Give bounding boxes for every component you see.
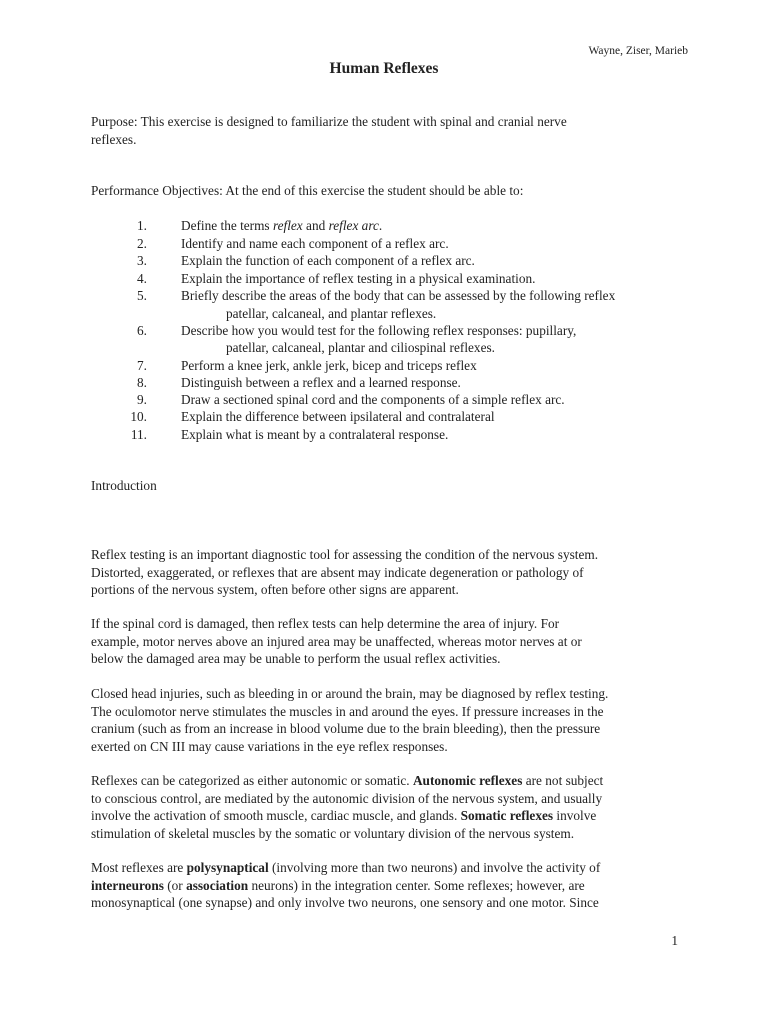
paragraph-line: involve the activation of smooth muscle, cardiac muscle, and glands. Somatic reflexes involve (91, 808, 597, 823)
list-item-text: Briefly describe the areas of the body that can be assessed by the following reflex (181, 288, 616, 303)
paragraph-line: to conscious control, are mediated by the autonomic division of the nervous system, and usually (91, 790, 603, 806)
paragraph-line: exerted on CN III may cause variations in the eye reflex responses. (91, 738, 448, 754)
bold-term: Somatic reflexes (460, 808, 554, 823)
paragraph-line: Closed head injuries, such as bleeding in or around the brain, may be diagnosed by reflex testing. (91, 686, 609, 701)
paragraph (91, 772, 681, 842)
list-item-text: Identify and name each component of a reflex arc. (181, 235, 449, 251)
paragraph (91, 685, 681, 755)
list-item-number: 3. (137, 253, 147, 268)
list-item-number: 4. (137, 270, 147, 286)
author-line: Wayne, Ziser, Marieb (588, 45, 688, 57)
list-item-text: Perform a knee jerk, ankle jerk, bicep and triceps reflex (181, 358, 477, 373)
list-item-text: Define the terms reflex and reflex arc. (181, 218, 383, 233)
list-item (91, 217, 691, 235)
bold-term: polysynaptical (186, 860, 269, 875)
objectives-intro: Performance Objectives: At the end of this exercise the student should be able to: (91, 183, 524, 198)
list-item-text: Explain the importance of reflex testing in a physical examination. (181, 270, 536, 286)
paragraph-line: Reflex testing is an important diagnostic tool for assessing the condition of the nervous system. (91, 547, 599, 562)
list-item-number: 6. (137, 323, 147, 338)
paragraph (91, 859, 681, 912)
list-item-number: 1. (137, 218, 147, 233)
list-item-text: patellar, calcaneal, plantar and ciliospinal reflexes. (226, 340, 495, 355)
list-item-continuation (91, 305, 691, 323)
list-item (91, 270, 691, 288)
bold-term: interneurons (91, 877, 164, 893)
paragraph-line: cranium (such as from an increase in blood volume due to the brain bleeding), then the pressure (91, 721, 601, 736)
page-number: 1 (671, 933, 678, 948)
paragraph-line: monosynaptical (one synapse) and only involve two neurons, one sensory and one motor. Since (91, 895, 599, 910)
objectives-list (91, 217, 691, 447)
paragraph-line: example, motor nerves above an injured area may be unaffected, whereas motor nerves at or (91, 633, 582, 649)
paragraph-line: If the spinal cord is damaged, then reflex tests can help determine the area of injury. For (91, 616, 560, 631)
purpose-line: Purpose: This exercise is designed to familiarize the student with spinal and cranial nerve (91, 114, 567, 129)
paragraph-line: below the damaged area may be unable to perform the usual reflex activities. (91, 651, 501, 666)
list-item-number: 5. (137, 288, 147, 303)
paragraph (91, 546, 681, 599)
paragraph-line: portions of the nervous system, often before other signs are apparent. (91, 582, 459, 597)
list-item (91, 252, 691, 270)
list-item (91, 287, 691, 305)
list-item-number: 9. (137, 392, 147, 407)
list-item-number: 8. (137, 375, 147, 390)
paragraph (91, 615, 681, 668)
bold-term: Autonomic reflexes (412, 773, 523, 788)
list-item-number: 7. (137, 358, 147, 373)
list-item-text: patellar, calcaneal, and plantar reflexes. (226, 305, 437, 321)
list-item-text: Explain what is meant by a contralateral response. (181, 427, 449, 442)
list-item-number: 2. (137, 235, 147, 251)
paragraph-line: Reflexes can be categorized as either autonomic or somatic. Autonomic reflexes are not subject (91, 773, 604, 788)
list-item-text: Explain the difference between ipsilateral and contralateral (181, 409, 495, 424)
list-item (91, 408, 691, 426)
list-item-text: Describe how you would test for the following reflex responses: pupillary, (181, 323, 577, 338)
purpose-paragraph (91, 113, 681, 148)
paragraph-line: stimulation of skeletal muscles by the somatic or voluntary division of the nervous system. (91, 825, 575, 841)
section-heading-introduction: Introduction (91, 478, 157, 493)
document-title: Human Reflexes (329, 60, 439, 77)
list-item-number: 10. (130, 409, 147, 424)
list-item (91, 235, 691, 253)
bold-term: association (186, 877, 249, 893)
list-item-text: Distinguish between a reflex and a learned response. (181, 375, 461, 390)
purpose-line: reflexes. (91, 131, 137, 147)
paragraph-line: The oculomotor nerve stimulates the muscles in and around the eyes. If pressure increases in the (91, 703, 604, 719)
list-item (91, 322, 691, 340)
list-item-text: Draw a sectioned spinal cord and the components of a simple reflex arc. (181, 392, 565, 407)
list-item-continuation (91, 339, 691, 357)
list-item (91, 426, 691, 444)
paragraph-line: interneurons (or association neurons) in the integration center. Some reflexes; however, are (91, 877, 585, 893)
list-item (91, 391, 691, 409)
paragraph-line: Most reflexes are polysynaptical (involving more than two neurons) and involve the activity of (91, 860, 601, 875)
list-item (91, 374, 691, 392)
list-item-number: 11. (130, 427, 147, 442)
paragraph-line: Distorted, exaggerated, or reflexes that are absent may indicate degeneration or pathology of (91, 564, 584, 580)
list-item (91, 357, 691, 375)
list-item-text: Explain the function of each component of a reflex arc. (181, 253, 475, 268)
